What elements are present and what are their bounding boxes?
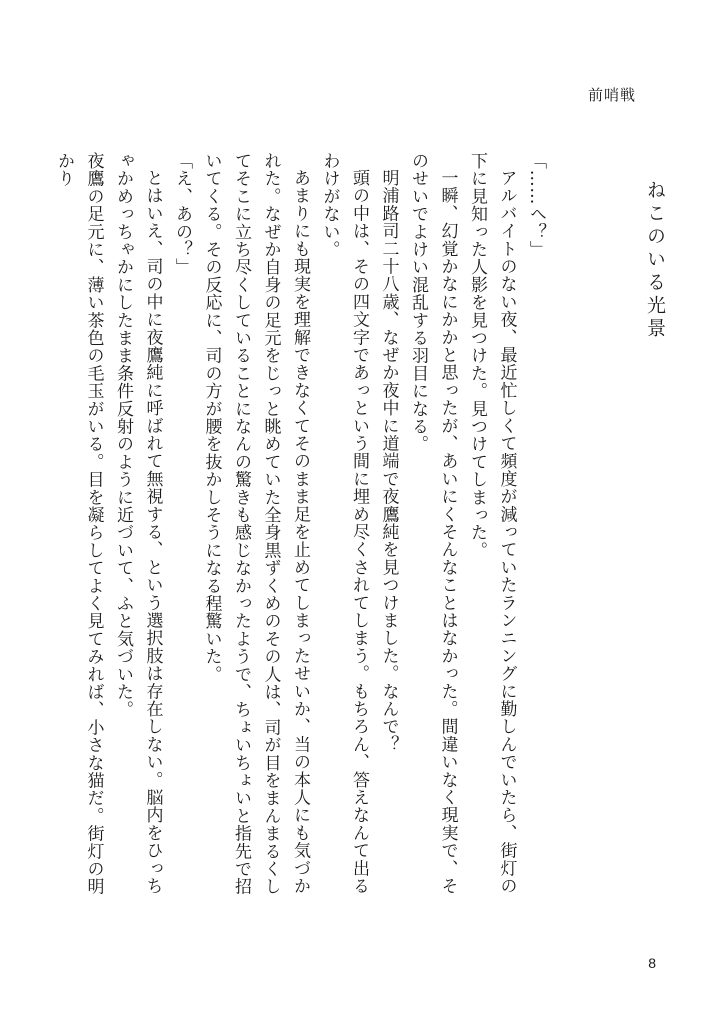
page-number: 8 bbox=[648, 955, 656, 971]
paragraph: 「……へ？」 bbox=[526, 152, 546, 259]
paragraph: あまりにも現実を理解できなくてそのまま足を止めてしまったせいか、当の本人にも気づかれた。なぜか自身の足元をじっと眺めていた全身黒ずくめのその人は、司が目をまんまるくしてそこに立ち尽くしていることになんの驚きも感じなかったようで、ちょいちょいと指先で招いてくる。その反応に、司の方が腰を抜かしそうになる程驚いた。 bbox=[201, 152, 310, 896]
paragraph: 一瞬、幻覚かなにかかと思ったが、あいにくそんなことはなかった。間違いなく現実で、そのせいでよけい混乱する羽目になる。 bbox=[408, 152, 458, 895]
body-text bbox=[54, 152, 550, 912]
chapter-title: ねこのいる光景 bbox=[644, 180, 666, 341]
paragraph: 明浦路司二十八歳、なぜか夜中に道端で夜鷹純を見つけました。なんで？ bbox=[378, 169, 399, 754]
paragraph: 夜鷹の足元に、薄い茶色の毛玉がいる。目を凝らしてよく見てみれば、小さな猫だ。街灯の明かり bbox=[54, 152, 104, 896]
paragraph: 「え、あの？」 bbox=[172, 152, 192, 276]
paragraph: アルバイトのない夜、最近忙しくて頻度が減っていたランニングに勤しんでいたら、街灯の下に見知った人影を見つけた。見つけてしまった。 bbox=[467, 152, 517, 895]
running-header: 前哨戦 bbox=[587, 86, 636, 104]
paragraph: 頭の中は、その四文字であっという間に埋め尽くされてしまう。もちろん、答えなんて出るわけがない。 bbox=[319, 152, 369, 895]
paragraph: とはいえ、司の中に夜鷹純に呼ばれて無視する、という選択肢は存在しない。脳内をひっちゃかめっちゃかにしたまま条件反射のように近づいて、ふと気づいた。 bbox=[113, 152, 163, 895]
